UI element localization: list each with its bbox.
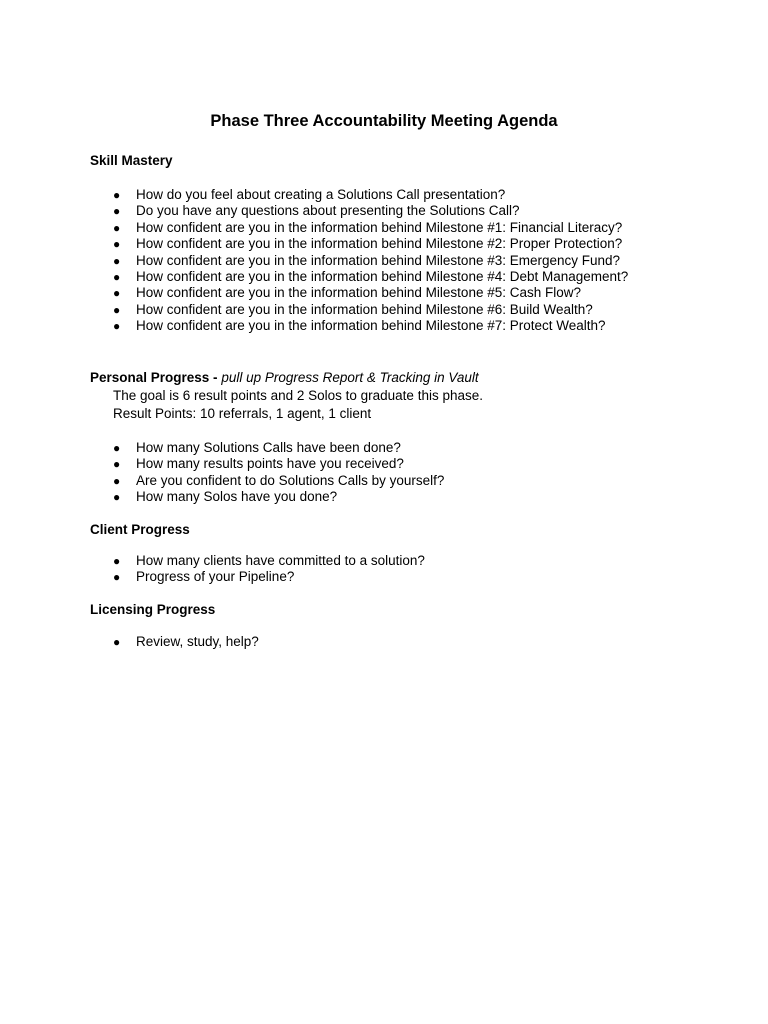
bullet-icon: ●	[113, 441, 121, 455]
bullet-icon: ●	[113, 554, 121, 568]
bullet-icon: ●	[113, 635, 121, 649]
document-page: Phase Three Accountability Meeting Agenda Skill Mastery ● How do you feel about creating a Solutions Call presentation? ● Do you have any questions about presenting the Solutions Call? ● How confident are you in the information behind Milestone #1: Financial Literacy? ● How confident are you in the information behind Milestone #2: Proper Protection? ● How confident are you in the information behind Milestone #3: Emergency Fund? ● How confident are you in the information behind Milestone #4: Debt Management? ● How confident are you in the information behind Milestone #5: Cash Flow? ● How confident are you in the information behind Milestone #6: Build Wealth? ● How confident are you in the information behind Milestone #7: Protect Wealth? Personal Progress - pull up Progress Report & Tracking in Vault The goal is 6 result points and 2 Solos to graduate this phase. Result Points: 10 referrals, 1 agent, 1 client ● How many Solutions Calls have been done? ● How many results points have you received? ● Are you confident to do Solutions Calls by yourself? ● How many Solos have you done? Client Progress ● How many clients have committed to a solution? ● Progress of your Pipeline? Licensing Progress ● Review, study, help?	[0, 0, 768, 1024]
bullet-icon: ●	[113, 220, 121, 235]
bullet-icon: ●	[113, 302, 121, 317]
section-note: pull up Progress Report & Tracking in Vault	[221, 370, 479, 385]
bullet-icon: ●	[113, 253, 121, 268]
document-title: Phase Three Accountability Meeting Agenda	[210, 112, 558, 130]
bullet-icon: ●	[113, 204, 121, 219]
goal-paragraph: The goal is 6 result points and 2 Solos to graduate this phase.	[113, 388, 483, 403]
bullet-icon: ●	[113, 319, 121, 334]
section-heading-client-progress: Client Progress	[90, 522, 190, 537]
result-points-paragraph: Result Points: 10 referrals, 1 agent, 1 client	[113, 406, 372, 421]
bullet-icon: ●	[113, 269, 121, 284]
bullet-icon: ●	[113, 457, 121, 472]
bullet-icon: ●	[113, 570, 121, 585]
bullet-icon: ●	[113, 286, 121, 301]
bullet-icon: ●	[113, 490, 121, 505]
section-heading-skill-mastery: Skill Mastery	[90, 153, 173, 168]
bullet-icon: ●	[113, 473, 121, 488]
bullet-icon: ●	[113, 188, 121, 202]
section-heading-personal-progress: Personal Progress - pull up Progress Report & Tracking in Vault	[90, 370, 479, 385]
section-heading-licensing-progress: Licensing Progress	[90, 602, 216, 617]
bullet-icon: ●	[113, 237, 121, 252]
